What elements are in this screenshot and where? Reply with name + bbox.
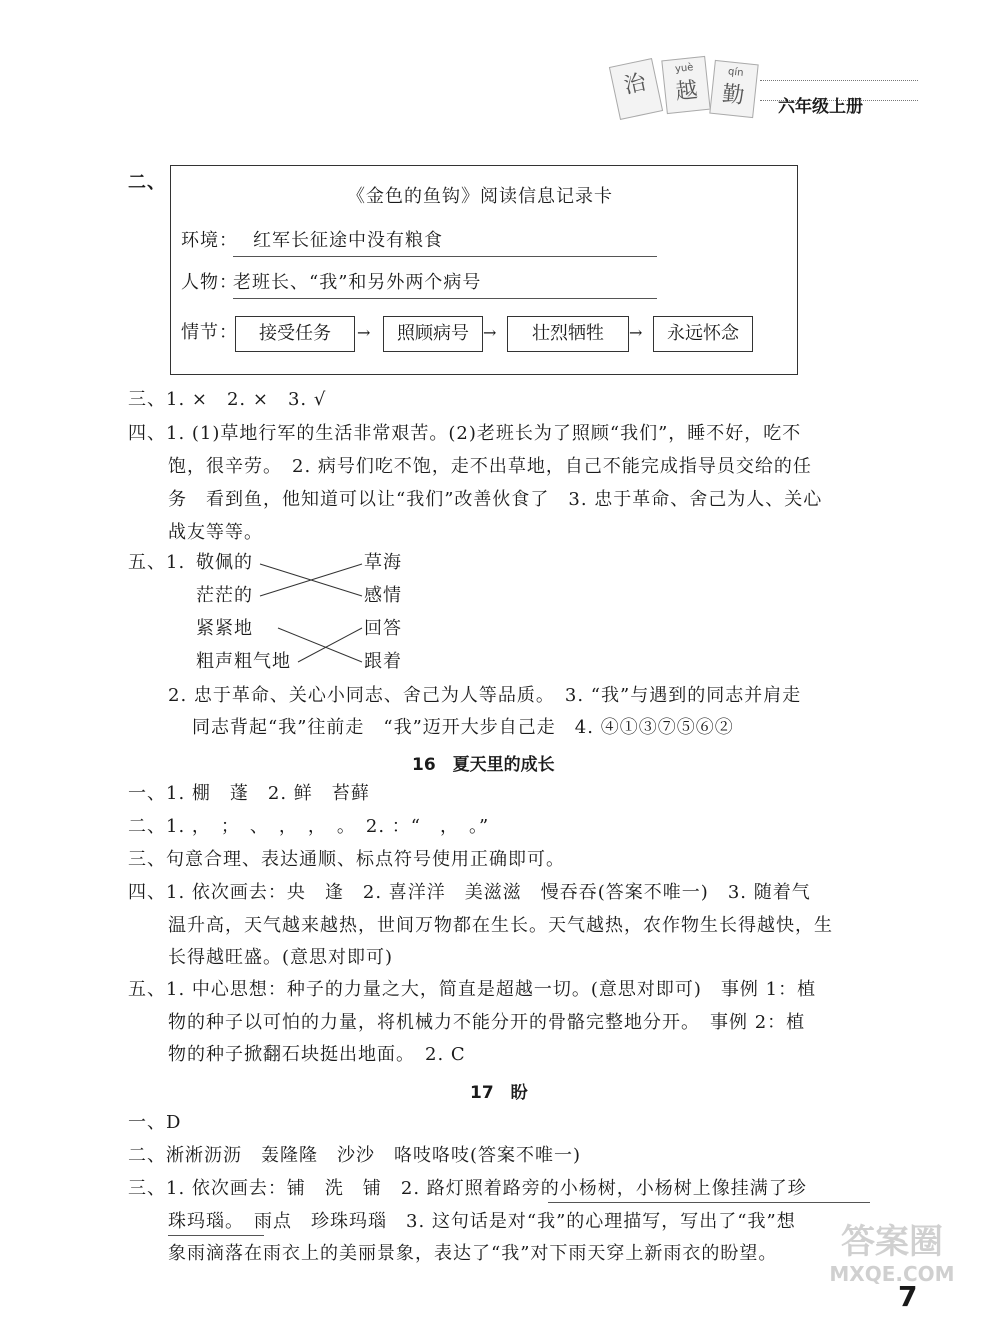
match-right-2: 感情 [364, 585, 402, 606]
reading-record-card [170, 165, 798, 375]
page-number: 7 [898, 1280, 918, 1313]
match-left-1: 敬佩的 [196, 552, 253, 573]
header-tile-2: yuè 越 [661, 56, 710, 114]
l16-line5: 温升高，天气越来越热，世间万物都在生长。天气越热，农作物生长得越快，生 [168, 915, 833, 936]
plot-step-4: 永远怀念 [653, 316, 753, 352]
watermark [812, 1222, 972, 1286]
answer-s4-line2: 饱，很辛劳。 2. 病号们吃不饱，走不出草地，自己不能完成指导员交给的任 [168, 456, 812, 477]
grade-label: 六年级上册 [778, 97, 863, 117]
lesson16-title: 16 夏天里的成长 [412, 755, 555, 775]
answer-s5-line2: 2. 忠于革命、关心小同志、舍己为人等品质。 3. “我”与遇到的同志并肩走 [168, 685, 802, 706]
match-line [278, 628, 362, 662]
match-left-3: 紧紧地 [196, 618, 253, 639]
answer-s4-line4: 战友等等。 [168, 522, 263, 543]
plot-step-2: 照顾病号 [383, 316, 483, 352]
l16-line4: 四、1. 依次画去：央 逢 2. 喜洋洋 美滋滋 慢吞吞(答案不唯一) 3. 随着气 [128, 882, 811, 903]
people-label: 人物： [181, 272, 238, 293]
l16-line8: 物的种子以可怕的力量，将机械力不能分开的骨骼完整地分开。 事例 2：植 [168, 1012, 806, 1033]
arrow-icon: → [629, 323, 643, 342]
answer-s5-line3: 同志背起“我”往前走 “我”迈开大步自己走 4. ④①③⑦⑤⑥② [192, 717, 734, 738]
answer-s3: 三、1. × 2. × 3. √ [128, 389, 327, 410]
arrow-icon: → [357, 323, 371, 342]
match-right-1: 草海 [364, 552, 402, 573]
env-label: 环境： [181, 230, 238, 251]
card-title: 《金色的鱼钩》阅读信息记录卡 [347, 186, 613, 207]
matching-lines [258, 548, 368, 678]
header-tile-3: qín 勤 [709, 60, 758, 118]
l16-line3: 三、句意合理、表达通顺、标点符号使用正确即可。 [128, 849, 565, 870]
l17-line4: 珠玛瑙。 雨点 珍珠玛瑙 3. 这句话是对“我”的心理描写，写出了“我”想 [168, 1211, 796, 1232]
match-left-4: 粗声粗气地 [196, 651, 291, 672]
watermark-line1: 答案圈 [841, 1222, 943, 1262]
header-rule [760, 80, 918, 81]
header-tile-1: 治 [609, 58, 663, 120]
answer-s4-line3: 务 看到鱼，他知道可以让“我们”改善伙食了 3. 忠于革命、舍己为人、关心 [168, 489, 823, 510]
plot-step-3: 壮烈牺牲 [507, 316, 629, 352]
env-value: 红军长征途中没有粮食 [253, 230, 443, 251]
env-underline [233, 256, 657, 257]
l16-line1: 一、1. 棚 蓬 2. 鲜 苔藓 [128, 783, 370, 804]
l17-line3: 三、1. 依次画去：铺 洗 铺 2. 路灯照着路旁的小杨树，小杨树上像挂满了珍 [128, 1178, 807, 1199]
match-right-4: 跟着 [364, 651, 402, 672]
people-value: 老班长、“我”和另外两个病号 [233, 272, 482, 293]
match-left-2: 茫茫的 [196, 585, 253, 606]
l17-underline-a [548, 1202, 870, 1203]
l17-line2: 二、淅淅沥沥 轰隆隆 沙沙 咯吱咯吱(答案不唯一) [128, 1145, 582, 1166]
answer-s5-prefix: 五、1. [128, 552, 186, 573]
answer-s4-line1: 四、1. (1)草地行军的生活非常艰苦。(2)老班长为了照顾“我们”，睡不好，吃不 [128, 423, 802, 444]
watermark-line2: MXQE.COM [829, 1262, 955, 1286]
plot-label: 情节： [181, 322, 238, 343]
l17-line5: 象雨滴落在雨衣上的美丽景象，表达了“我”对下雨天穿上新雨衣的盼望。 [168, 1243, 778, 1264]
l17-underline-b [168, 1235, 264, 1236]
l16-line9: 物的种子掀翻石块挺出地面。 2. C [168, 1044, 466, 1065]
l16-line2: 二、1. ， ； 、 ， ， 。 2. ：“ ， 。” [128, 816, 490, 837]
lesson17-title: 17 盼 [470, 1083, 528, 1103]
l16-line6: 长得越旺盛。(意思对即可) [168, 947, 394, 968]
card-prefix: 二、 [128, 172, 166, 193]
match-line [298, 628, 362, 662]
match-right-3: 回答 [364, 618, 402, 639]
l17-line1: 一、D [128, 1112, 182, 1133]
plot-step-1: 接受任务 [235, 316, 355, 352]
l16-line7: 五、1. 中心思想：种子的力量之大，简直是超越一切。(意思对即可) 事例 1：植 [128, 979, 817, 1000]
arrow-icon: → [483, 323, 497, 342]
people-underline [233, 298, 657, 299]
